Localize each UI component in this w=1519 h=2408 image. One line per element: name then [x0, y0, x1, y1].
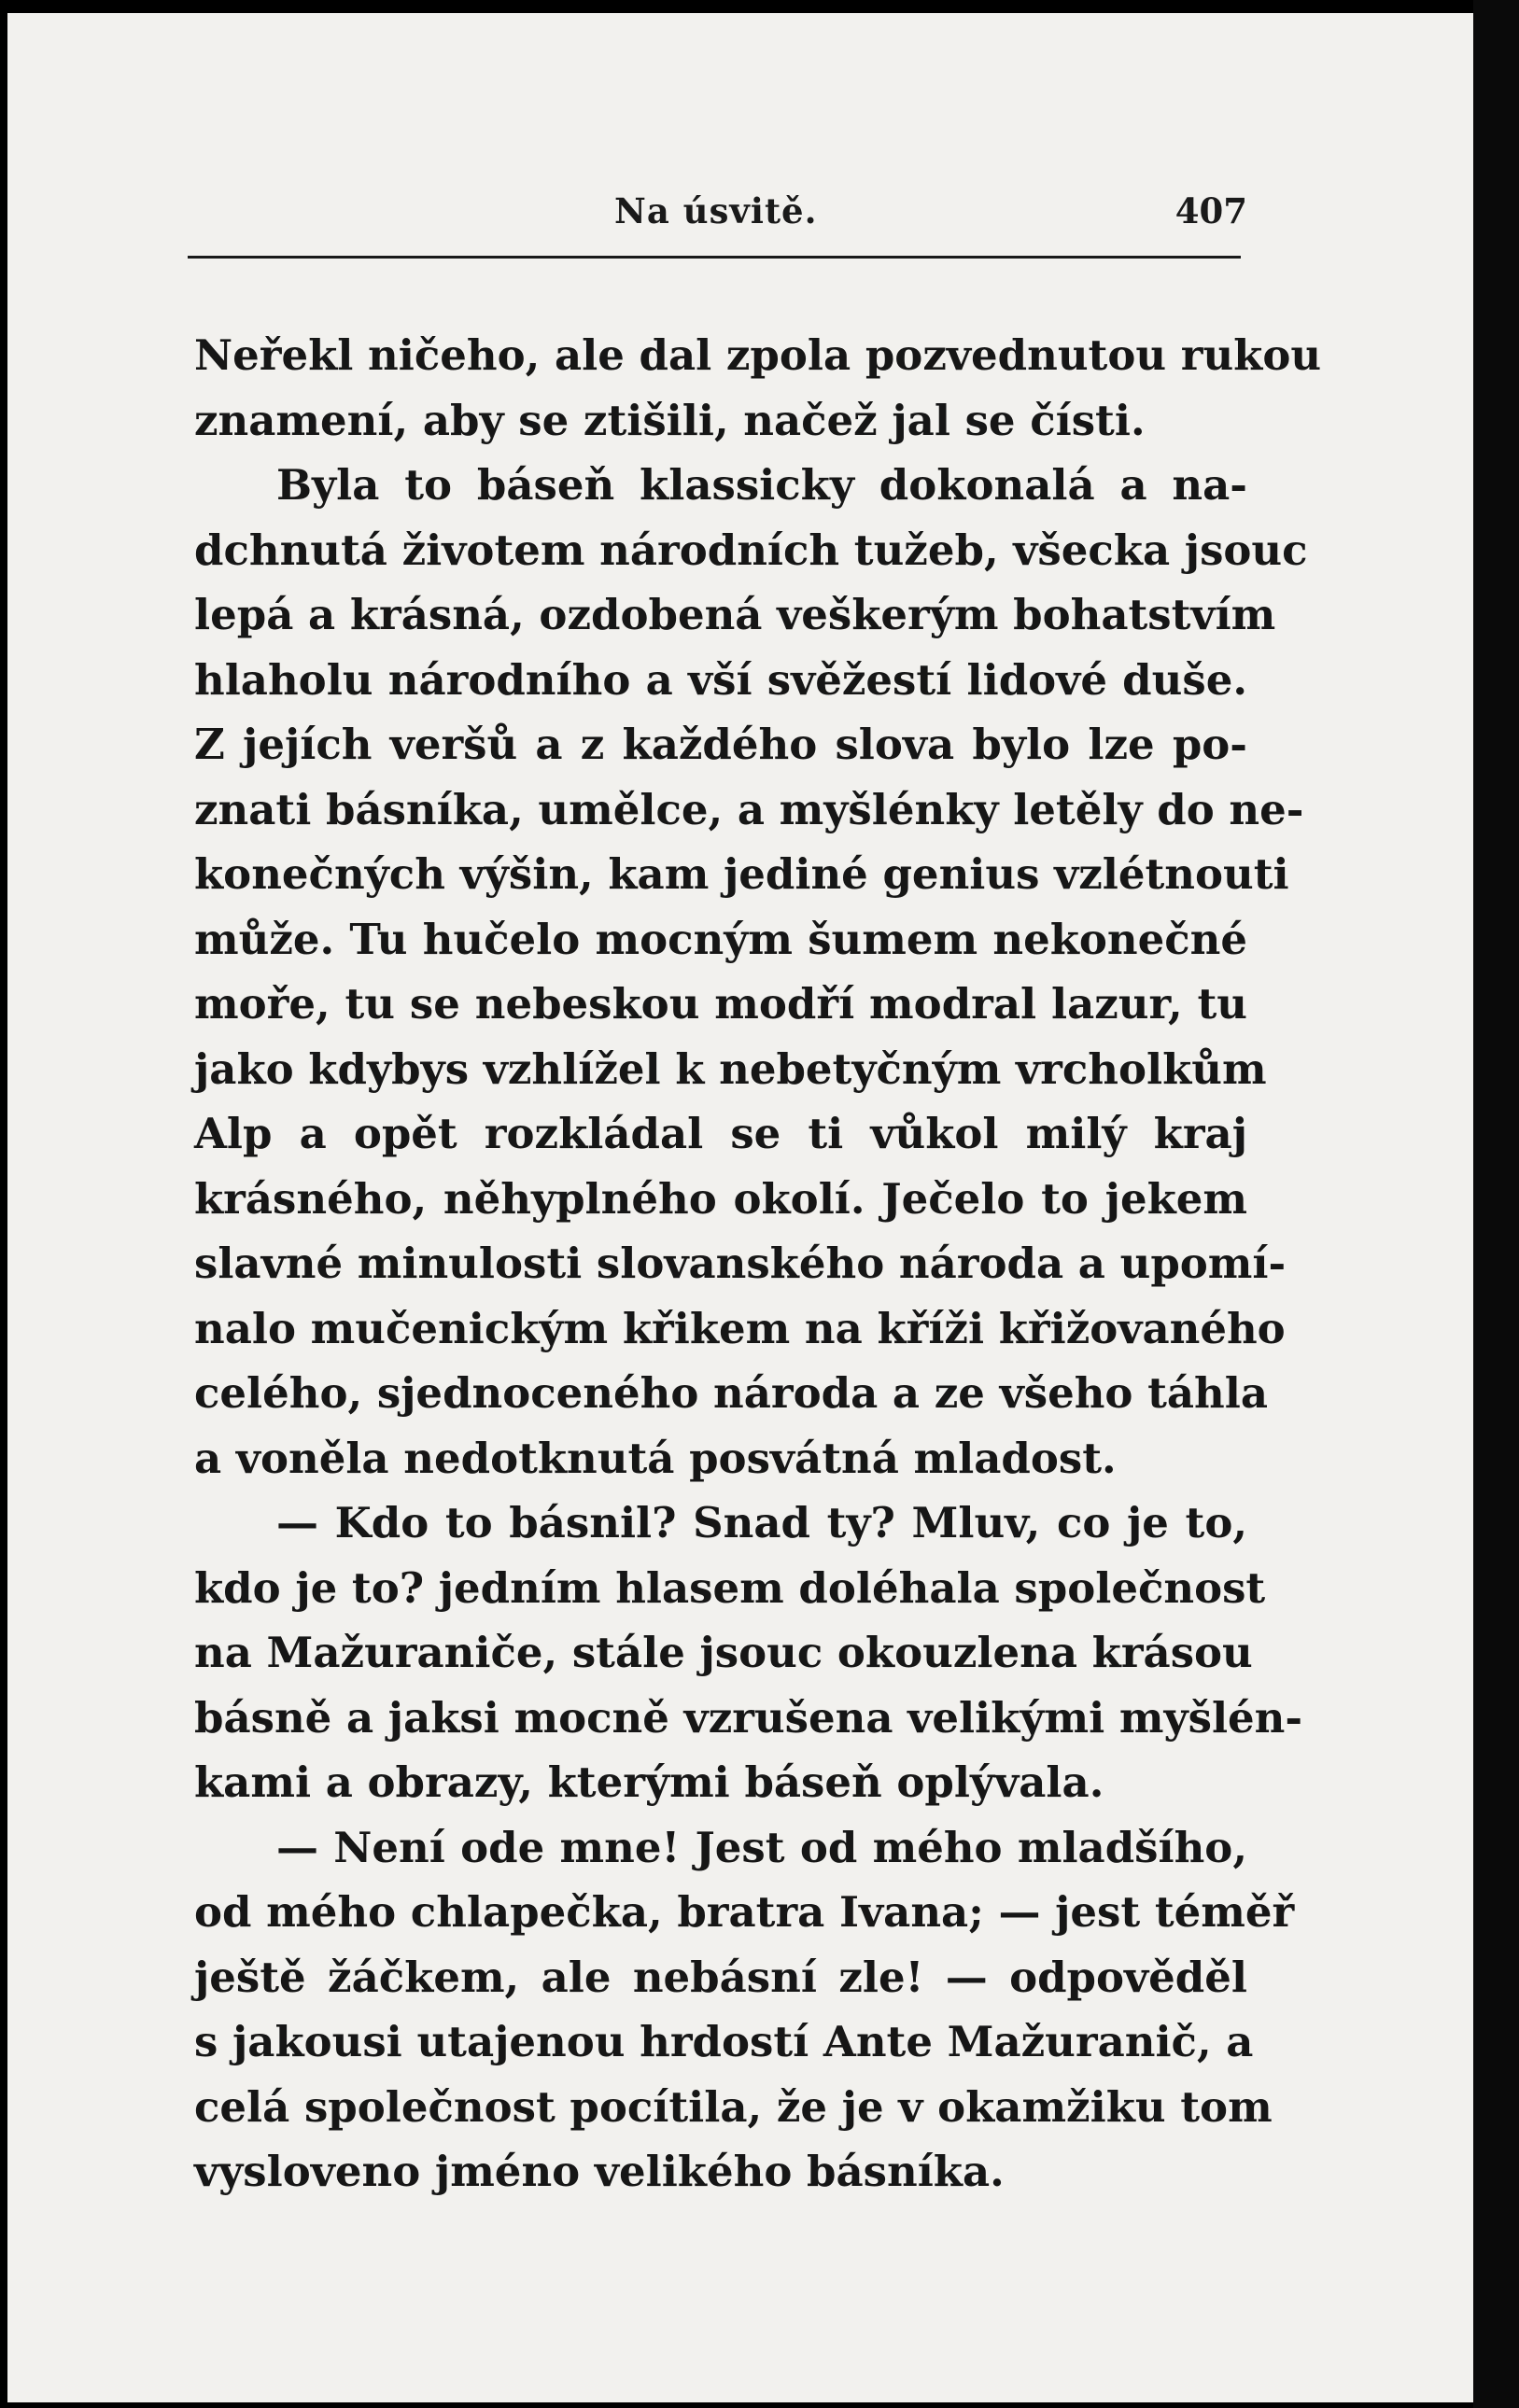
page-number: 407 [1174, 190, 1247, 231]
text-line: na Mažuraniče, stále jsouc okouzlena krásou [194, 1628, 1253, 1677]
text-line: hlaholu národního a vší svěžestí lidové duše. [194, 654, 1247, 705]
text-line: ještě žáčkem, ale nebásní zle! — odpověděl [194, 1952, 1247, 2002]
text-line: slavné minulosti slovanského národa a upomí- [194, 1239, 1287, 1288]
text-line: konečných výšin, kam jediné genius vzlétnouti [194, 849, 1289, 899]
text-line: Neřekl ničeho, ale dal zpola pozvednutou rukou [194, 330, 1322, 380]
text-line: dchnutá životem národních tužeb, všecka jsouc [194, 525, 1308, 575]
text-line: může. Tu hučelo mocným šumem nekonečné [194, 914, 1247, 964]
text-line: — Není ode mne! Jest od mého mladšího, [276, 1822, 1247, 1872]
text-line: celého, sjednoceného národa a ze všeho táhla [194, 1368, 1269, 1418]
text-line: Alp a opět rozkládal se ti vůkol milý kraj [194, 1109, 1247, 1158]
text-line: moře, tu se nebeskou modří modral lazur, tu [194, 979, 1247, 1029]
body-text [194, 323, 1322, 2205]
text-line: jako kdybys vzhlížel k nebetyčným vrcholkům [194, 1043, 1267, 1094]
text-line: vysloveno jméno velikého básníka. [194, 2147, 1005, 2196]
text-line: — Kdo to básnil? Snad ty? Mluv, co je to, [276, 1498, 1247, 1547]
text-line: a voněla nedotknutá posvátná mladost. [194, 1433, 1117, 1483]
text-line: lepá a krásná, ozdobená veškerým bohatstvím [194, 590, 1276, 639]
text-line: nalo mučenickým křikem na kříži křižovaného [194, 1303, 1286, 1353]
scan-edge [1473, 0, 1519, 2408]
text-line: znati básníka, umělce, a myšlénky letěly do ne- [194, 784, 1304, 834]
header-rule [188, 256, 1241, 259]
text-line: kdo je to? jedním hlasem doléhala společnost [194, 1562, 1266, 1613]
text-line: Byla to báseň klassicky dokonalá a na- [276, 460, 1247, 510]
text-line: kami a obrazy, kterými báseň oplývala. [194, 1757, 1104, 1807]
book-page [7, 13, 1473, 2402]
page-header [194, 190, 1247, 246]
text-line: znamení, aby se ztišili, načež jal se čísti. [194, 395, 1146, 445]
text-line: s jakousi utajenou hrdostí Ante Mažuranič, a [194, 2017, 1254, 2066]
text-line: krásného, něhyplného okolí. Ječelo to jekem [194, 1173, 1247, 1224]
text-line: od mého chlapečka, bratra Ivana; — jest téměř [194, 1887, 1295, 1937]
running-title: Na úsvitě. [614, 190, 818, 231]
text-line: Z jejích veršů a z každého slova bylo lze po- [194, 720, 1247, 769]
text-line: básně a jaksi mocně vzrušena velikými myšlén- [194, 1692, 1303, 1743]
text-line: celá společnost pocítila, že je v okamžiku tom [194, 2081, 1273, 2132]
